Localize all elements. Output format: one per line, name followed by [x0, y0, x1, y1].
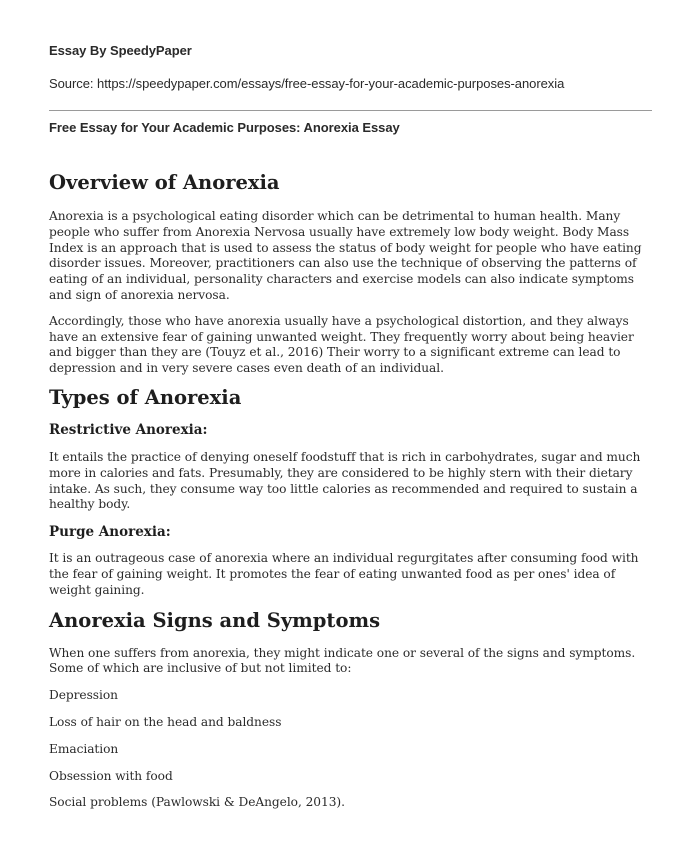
purge-paragraph: It is an outrageous case of anorexia where an individual regurgitates after consuming food with the fear of gaining weight. It promotes the fear of eating unwanted food as per ones' idea of weight gaining.	[49, 551, 639, 597]
source-line: Source: https://speedypaper.com/essays/free-essay-for-your-academic-purposes-anorexia	[49, 76, 565, 91]
restrictive-paragraph: It entails the practice of denying oneself foodstuff that is rich in carbohydrates, sugar and much more in calories and fats. Presumably, they are considered to be highly stern with their dietary intake. As such, they consume way too little calories as recommended and required to sustain a healthy body.	[49, 449, 641, 512]
heading-types: Types of Anorexia	[49, 385, 242, 409]
document-header	[49, 42, 652, 91]
list-item: Obsession with food	[49, 768, 173, 783]
list-item: Emaciation	[49, 741, 119, 756]
overview-paragraph-2: Accordingly, those who have anorexia usually have a psychological distortion, and they always have an extensive fear of gaining unwanted weight. They frequently worry about being heavier and bigger than they are (Touyz et al., 2016) Their worry to a significant extreme can lead to depression and in very severe cases even death of an individual.	[49, 313, 634, 376]
heading-signs: Anorexia Signs and Symptoms	[49, 608, 381, 632]
list-item: Depression	[49, 688, 118, 703]
subheading-purge: Purge Anorexia:	[49, 524, 171, 541]
header-divider	[49, 110, 652, 111]
signs-intro-paragraph: When one suffers from anorexia, they might indicate one or several of the signs and symptoms. Some of which are inclusive of but not limited to:	[49, 645, 636, 676]
essay-body	[49, 168, 652, 811]
overview-paragraph-1: Anorexia is a psychological eating disorder which can be detrimental to human health. Many people who suffer from Anorexia Nervosa usually have extremely low body weight. Body Mass Index is an approach that is used to assess the status of body weight for people who have eating disorder issues. Moreover, practitioners can also use the technique of observing the patterns of eating of an individual, personality characters and exercise models can also indicate symptoms and sign of anorexia nervosa.	[49, 209, 642, 302]
list-item: Social problems (Pawlowski & DeAngelo, 2013).	[49, 795, 345, 810]
essay-author-line: Essay By SpeedyPaper	[49, 43, 192, 58]
list-item: Loss of hair on the head and baldness	[49, 714, 282, 729]
subheading-restrictive: Restrictive Anorexia:	[49, 421, 208, 438]
essay-title: Free Essay for Your Academic Purposes: Anorexia Essay	[49, 120, 400, 135]
heading-overview: Overview of Anorexia	[49, 171, 280, 194]
